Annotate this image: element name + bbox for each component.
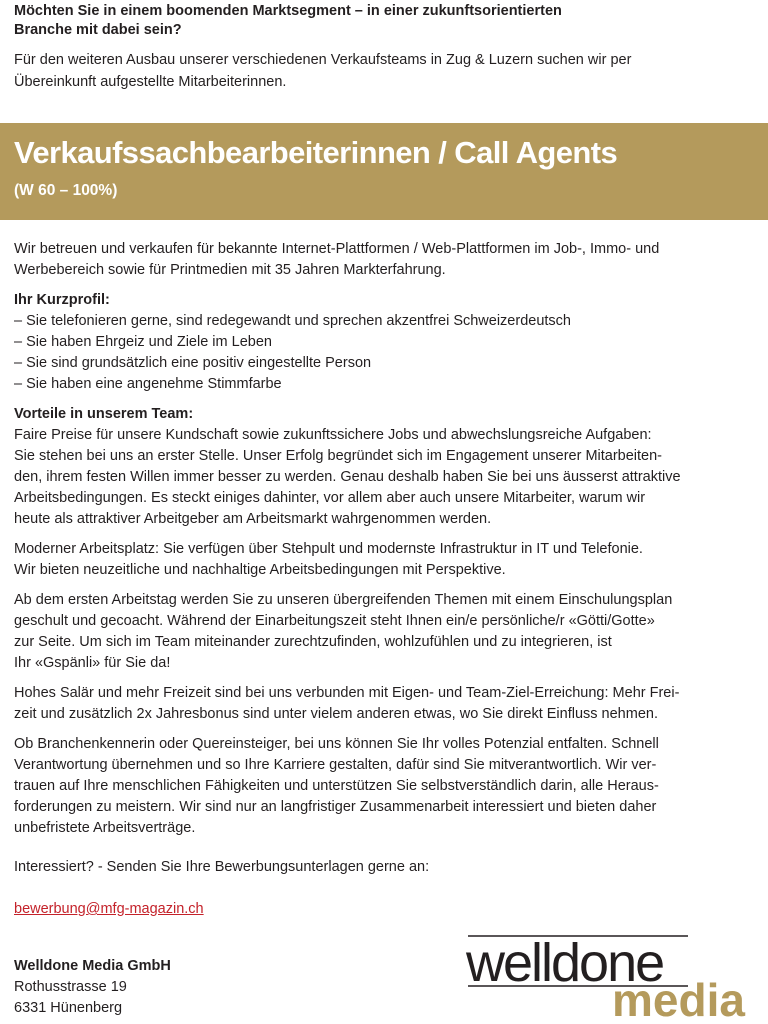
job-title-banner xyxy=(0,123,768,220)
intro-heading-line: Branche mit dabei sein? xyxy=(14,22,182,38)
text-line: heute als attraktiver Arbeitgeber am Arbeitsmarkt wahrgenommen werden. xyxy=(14,511,492,527)
text-line: geschult und gecoacht. Während der Einarbeitungszeit steht Ihnen ein/e persönliche/r «Götti/Gotte» xyxy=(14,613,655,629)
logo-word-welldone: welldone xyxy=(466,933,664,993)
intro-heading xyxy=(14,0,759,40)
logo-word-media: media xyxy=(612,974,745,1020)
job-description xyxy=(14,239,759,929)
text-line: zur Seite. Um sich im Team miteinander zurechtzufinden, wohlzufühlen und zu integrieren, ist xyxy=(14,634,612,650)
benefits-paragraph-2 xyxy=(14,539,759,581)
about-paragraph xyxy=(14,239,759,281)
text-line: trauen auf Ihre menschlichen Fähigkeiten und unterstützen Sie selbstverständlich darin, alle Heraus- xyxy=(14,778,659,794)
job-title: Verkaufssachbearbeiterinnen / Call Agents xyxy=(14,135,618,170)
company-city: 6331 Hünenberg xyxy=(14,1000,123,1016)
intro-text xyxy=(14,49,759,93)
text-line: forderungen zu meistern. Wir sind nur an langfristiger Zusammenarbeit interessiert und bieten daher xyxy=(14,799,657,815)
benefits-paragraph-4 xyxy=(14,683,759,725)
text-line: Ob Branchenkennerin oder Quereinsteiger, bei uns können Sie Ihr volles Potenzial entfalten. Schnell xyxy=(14,736,659,752)
text-line: Werbebereich sowie für Printmedien mit 35 Jahren Markterfahrung. xyxy=(14,262,446,278)
text-line: Verantwortung übernehmen und so Ihre Karriere gestalten, dafür sind Sie mitverantwortlich. Wir ver- xyxy=(14,757,657,773)
text-line: Ihr «Gspänli» für Sie da! xyxy=(14,655,171,671)
text-line: Faire Preise für unsere Kundschaft sowie zukunftssichere Jobs und abwechslungsreiche Aufgaben: xyxy=(14,427,652,443)
intro-text-line: Für den weiteren Ausbau unserer verschiedenen Verkaufsteams in Zug & Luzern suchen wir per xyxy=(14,52,632,68)
benefits-paragraph-5 xyxy=(14,734,759,839)
benefits-paragraph-1 xyxy=(14,404,759,530)
text-line: Hohes Salär und mehr Freizeit sind bei uns verbunden mit Eigen- und Team-Ziel-Erreichung: Mehr Frei- xyxy=(14,685,680,701)
benefits-title: Vorteile in unserem Team: xyxy=(14,406,194,422)
profile-section xyxy=(14,290,759,395)
job-workload: (W 60 – 100%) xyxy=(14,182,118,199)
benefits-paragraph-3 xyxy=(14,590,759,674)
profile-item: – Sie telefonieren gerne, sind redegewandt und sprechen akzentfrei Schweizerdeutsch xyxy=(14,313,571,329)
text-line: Wir bieten neuzeitliche und nachhaltige Arbeitsbedingungen mit Perspektive. xyxy=(14,562,506,578)
text-line: Wir betreuen und verkaufen für bekannte Internet-Plattformen / Web-Plattformen im Job-, Immo- und xyxy=(14,241,660,257)
intro-section xyxy=(14,0,759,93)
profile-item: – Sie haben eine angenehme Stimmfarbe xyxy=(14,376,282,392)
profile-item: – Sie haben Ehrgeiz und Ziele im Leben xyxy=(14,334,272,350)
cta-text: Interessiert? - Senden Sie Ihre Bewerbungsunterlagen gerne an: xyxy=(14,859,430,875)
profile-title: Ihr Kurzprofil: xyxy=(14,292,110,308)
profile-item: – Sie sind grundsätzlich eine positiv eingestellte Person xyxy=(14,355,372,371)
company-street: Rothusstrasse 19 xyxy=(14,979,127,995)
text-line: Ab dem ersten Arbeitstag werden Sie zu unseren übergreifenden Themen mit einem Einschulungsplan xyxy=(14,592,673,608)
intro-text-line: Übereinkunft aufgestellte Mitarbeiterinnen. xyxy=(14,74,287,90)
welldone-media-logo xyxy=(462,928,762,1020)
application-email-link[interactable]: bewerbung@mfg-magazin.ch xyxy=(14,901,204,917)
text-line: Arbeitsbedingungen. Es steckt einiges dahinter, vor allem aber auch unsere Mitarbeiter, warum wir xyxy=(14,490,646,506)
text-line: Sie stehen bei uns an erster Stelle. Unser Erfolg begründet sich im Engagement unserer Mitarbeiten- xyxy=(14,448,663,464)
text-line: zeit und zusätzlich 2x Jahresbonus sind unter vielem anderen etwas, wo Sie direkt Einfluss nehmen. xyxy=(14,706,658,722)
email-paragraph xyxy=(14,899,759,920)
text-line: Moderner Arbeitsplatz: Sie verfügen über Stehpult und modernste Infrastruktur in IT und Telefonie. xyxy=(14,541,643,557)
company-name: Welldone Media GmbH xyxy=(14,958,171,974)
text-line: den, ihrem festen Willen immer besser zu werden. Genau deshalb haben Sie bei uns äusserst attraktive xyxy=(14,469,681,485)
company-address xyxy=(14,956,171,1019)
text-line: unbefristete Arbeitsverträge. xyxy=(14,820,196,836)
intro-heading-line: Möchten Sie in einem boomenden Marktsegment – in einer zukunftsorientierten xyxy=(14,3,562,19)
